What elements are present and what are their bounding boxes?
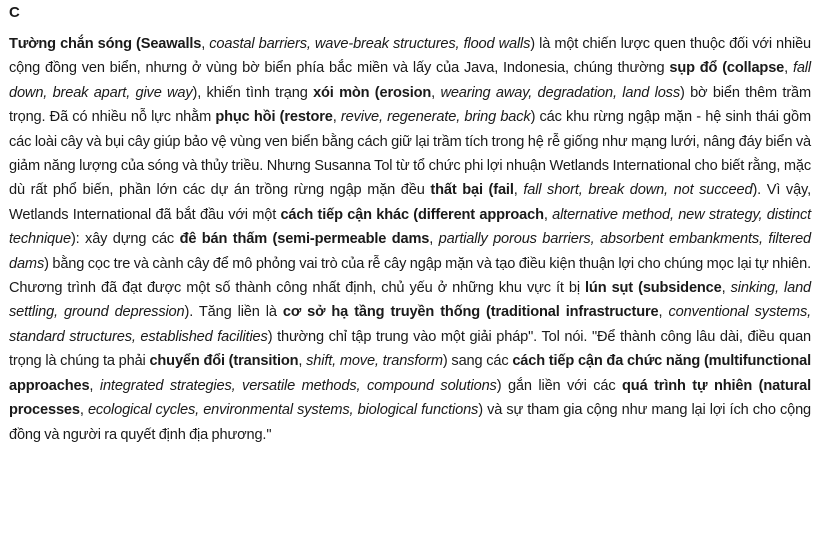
text-run: , bbox=[429, 231, 439, 248]
text-run: , bbox=[721, 280, 731, 297]
text-run: , bbox=[658, 304, 669, 321]
text-run: ) bờ biển thêm trầm trọng. Đã có nhiều nỗ lực nhằm bbox=[9, 84, 811, 126]
italic-synonyms: wearing away, degradation, land loss bbox=[440, 84, 680, 101]
italic-synonyms: fall down, break apart, give way bbox=[9, 60, 811, 101]
bold-term: lún sụt (subsidence bbox=[585, 280, 722, 297]
text-run: , bbox=[298, 353, 307, 370]
text-run: , bbox=[784, 60, 793, 77]
italic-synonyms: coastal barriers, wave-break structures, flood walls bbox=[209, 36, 531, 52]
italic-synonyms: integrated strategies, versatile methods, compound solutions bbox=[99, 377, 497, 394]
text-run: ) và sự tham gia cộng như mang lại lợi ích cho cộng đồng và người ra quyết định địa phương." bbox=[9, 402, 812, 443]
text-run: ) gắn liền với các bbox=[496, 377, 623, 394]
text-run: , bbox=[332, 109, 341, 126]
text-run: , bbox=[89, 377, 100, 394]
text-run: ) thường chỉ tập trung vào một giải pháp". Tol nói. "Để thành công lâu dài, điều quan trọng là chúng ta phải bbox=[9, 328, 812, 370]
bold-term: thất bại (fail bbox=[430, 182, 514, 199]
text-run: ) là một chiến lược quen thuộc đối với nhiều cộng đồng ven biển, nhưng ở vùng bờ biển phía bắc miền và lấy của Java, Indonesia, chúng thường bbox=[9, 36, 811, 77]
text-run: , bbox=[79, 402, 88, 419]
italic-synonyms: shift, move, transform bbox=[306, 353, 443, 370]
text-run: ) các khu rừng ngập mặn - hệ sinh thái gồm các loài cây và bụi cây giúp bảo vệ vùng ven biển bằng cách giữ lại trầm tích trong hệ rễ giống như mạng lưới, nâng đáy biển và giảm năng lượng của sóng và thủy triều. Nhưng Susanna Tol từ tổ chức phi lợi nhuận Wetlands International cho biết rằng, mặc dù rất phổ biến, phần lớn các dự án trồng rừng ngập mặn đều bbox=[9, 109, 811, 199]
italic-synonyms: conventional systems, standard structures, established facilities bbox=[9, 304, 812, 345]
italic-synonyms: revive, regenerate, bring back bbox=[340, 109, 531, 126]
body-paragraph bbox=[9, 32, 811, 447]
text-run: ), khiến tình trạng bbox=[192, 84, 314, 101]
bold-term: chuyển đổi (transition bbox=[149, 353, 299, 370]
italic-synonyms: alternative method, new strategy, distinct technique bbox=[9, 206, 811, 248]
italic-synonyms: fall short, break down, not succeed bbox=[523, 182, 753, 199]
text-run: ). Tăng liền là bbox=[184, 304, 283, 321]
text-run: ) sang các bbox=[442, 353, 513, 370]
text-run: ): xây dựng các bbox=[70, 231, 180, 248]
bold-term: phục hồi (restore bbox=[215, 109, 333, 126]
bold-term: cách tiếp cận khác (different approach bbox=[280, 206, 544, 223]
bold-term: quá trình tự nhiên (natural processes bbox=[9, 377, 811, 419]
bold-term: đê bán thấm (semi-permeable dams bbox=[179, 231, 430, 248]
italic-synonyms: partially porous barriers, absorbent embankments, filtered dams bbox=[9, 231, 812, 272]
text-run: , bbox=[543, 206, 553, 223]
text-run: ) bằng cọc tre và cành cây để mô phỏng vai trò của rễ cây ngập mặn và tạo điều kiện thuận lợi cho chúng mọc lại tự nhiên. Chương trình đã đạt được một số thành công nhất định, chủ yếu ở những khu vực ít bị bbox=[9, 255, 811, 297]
bold-term: sụp đổ (collapse bbox=[669, 60, 785, 77]
text-run: , bbox=[201, 36, 210, 52]
italic-synonyms: sinking, land settling, ground depression bbox=[9, 280, 811, 321]
text-run: ). Vì vậy, Wetlands International đã bắt đầu với một bbox=[9, 182, 812, 223]
bold-term: cơ sở hạ tầng truyền thống (traditional infrastructure bbox=[282, 304, 659, 321]
bold-term: cách tiếp cận đa chức năng (multifunctional approaches bbox=[9, 353, 811, 394]
text-run: , bbox=[513, 182, 524, 199]
section-letter: C bbox=[9, 4, 20, 21]
text-run: , bbox=[431, 84, 441, 101]
italic-synonyms: ecological cycles, environmental systems, biological functions bbox=[87, 402, 479, 419]
bold-term: xói mòn (erosion bbox=[313, 84, 432, 101]
bold-term: Tường chắn sóng (Seawalls bbox=[9, 36, 202, 52]
